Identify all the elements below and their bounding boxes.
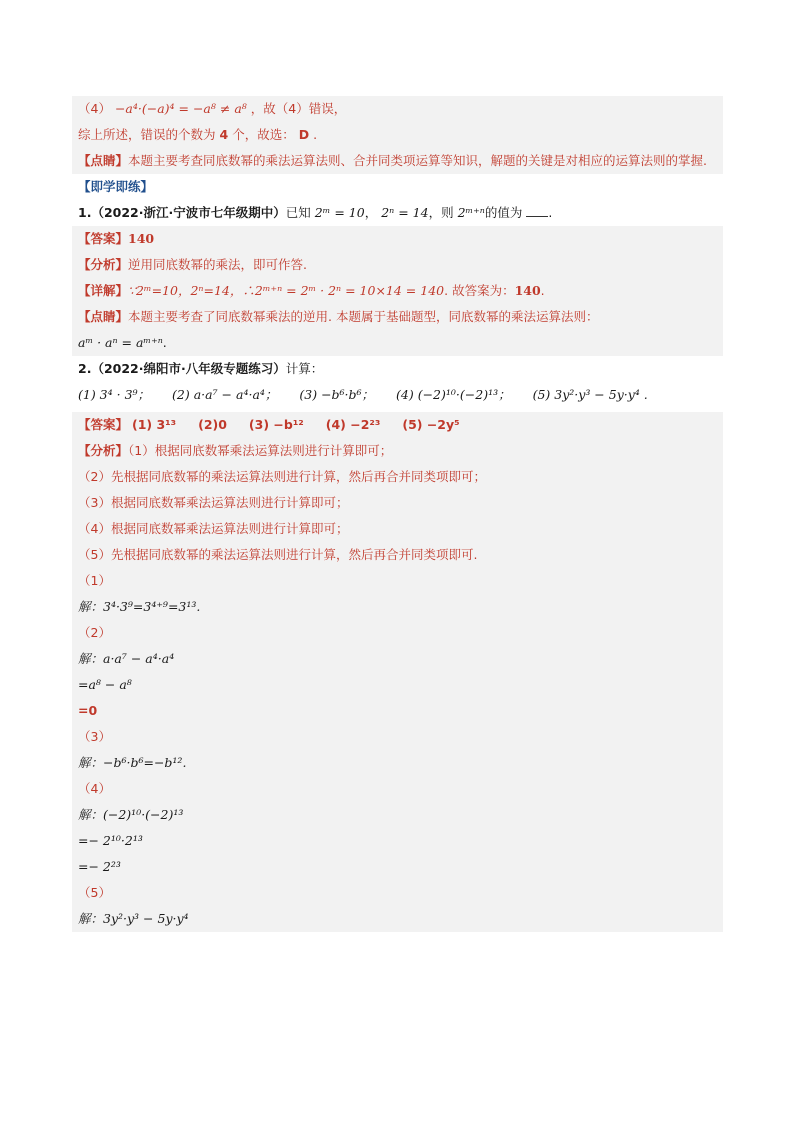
dianjing-tag: 【点睛】 [78,153,129,168]
question-1-source: （2022·浙江·宁波市七年级期中） [91,205,286,220]
answer-2-4: (4) −2²³ [325,417,381,432]
step-1-solution: 解：3⁴·3⁹=3⁴⁺⁹=3¹³. [78,599,201,614]
q1-text-3: ，则 [428,205,454,220]
solution-step [72,750,723,776]
analysis-2-line-3: （3）根据同底数幂乘法运算法则进行计算即可； [78,495,349,510]
step-2-solution: 解：a·a⁷ − a⁴·a⁴ [78,651,175,666]
detail-text: . 故答案为： [444,283,515,298]
analysis-2-2 [72,464,723,490]
analysis-2-line-5: （5）先根据同底数幂的乘法运算法则进行计算，然后再合并同类项即可. [78,547,478,562]
q1-text-1: 已知 [285,205,311,220]
step-3-solution: 解：−b⁶·b⁶=−b¹². [78,755,187,770]
dianjing-end: . [162,335,167,350]
analysis-2-5 [72,542,723,568]
solution-step [72,802,723,828]
analysis-2-line-1: （1）根据同底数幂乘法运算法则进行计算即可； [128,443,393,458]
document-page [72,96,723,932]
step-label-4: （4） [78,781,111,796]
step-2-result: =0 [78,703,98,718]
answer-1 [72,226,723,252]
analysis-text: 逆用同底数幂的乘法，即可作答. [128,257,307,272]
step-4-result: =− 2²³ [78,859,121,874]
analysis-tag: 【分析】 [78,443,129,458]
question-2-number: 2. [78,361,92,376]
answer-2 [72,412,723,438]
q1-text-4: 的值为 [484,205,523,220]
step-2-line-2: =a⁸ − a⁸ [78,677,132,692]
analysis-1 [72,252,723,278]
solution-step [72,776,723,802]
question-1 [72,200,723,226]
section-title-text: 【即学即练】 [78,179,154,194]
q1-text-2: ， [364,205,378,220]
question-2-items [72,382,723,408]
summary-end: . [313,127,318,142]
q2-item-2: (2) a·a⁷ − a⁴·a⁴； [172,387,278,402]
summary-count: 4 [219,127,229,142]
line-case-4 [72,96,723,122]
detail-tag: 【详解】 [78,283,129,298]
dianjing-text: 本题主要考查同底数幂的乘法运算法则、合并同类项运算等知识，解题的关键是对相应的运算法则的掌握. [128,153,707,168]
step-label-3: （3） [78,729,111,744]
line-summary [72,122,723,148]
q1-math-3: 2ᵐ⁺ⁿ [457,205,485,220]
solution-step [72,672,723,698]
question-2-text: 计算： [285,361,324,376]
step-label-2: （2） [78,625,111,640]
line-dianjing-1 [72,148,723,174]
step-5-solution: 解：3y²·y³ − 5y·y⁴ [78,911,189,926]
q2-item-5: (5) 3y²·y³ − 5y·y⁴ . [532,387,648,402]
case-4-label: （4） [78,101,111,116]
case-4-text: ，故（4）错误， [250,101,347,116]
analysis-2-1 [72,438,723,464]
detail-1 [72,278,723,304]
dianjing-2-formula [72,330,723,356]
question-1-number: 1. [78,205,92,220]
solution-step [72,620,723,646]
solution-step [72,698,723,724]
q1-math-2: 2ⁿ = 14 [381,205,429,220]
solution-step [72,854,723,880]
detail-answer: 140 [514,283,541,298]
analysis-2-line-2: （2）先根据同底数幂的乘法运算法则进行计算，然后再合并同类项即可； [78,469,486,484]
summary-mid: 个，故选： [232,127,295,142]
dianjing-2 [72,304,723,330]
answer-value: 140 [128,231,155,246]
solution-step [72,724,723,750]
q2-item-3: (3) −b⁶·b⁶； [299,387,375,402]
solution-step [72,568,723,594]
analysis-2-3 [72,490,723,516]
q2-item-1: (1) 3⁴ · 3⁹； [78,387,151,402]
analysis-tag: 【分析】 [78,257,129,272]
detail-math: ∵2ᵐ=10，2ⁿ=14，∴2ᵐ⁺ⁿ = 2ᵐ · 2ⁿ = 10×14 = 140 [128,283,445,298]
dianjing-tag: 【点睛】 [78,309,129,324]
solution-step [72,880,723,906]
answer-2-3: (3) −b¹² [248,417,304,432]
solution-step [72,906,723,932]
dianjing-formula: aᵐ · aⁿ = aᵐ⁺ⁿ [78,335,163,350]
section-title [72,174,723,200]
question-2-source: （2022·绵阳市·八年级专题练习） [91,361,286,376]
answer-2-5: (5) −2y⁵ [402,417,460,432]
q2-item-4: (4) (−2)¹⁰·(−2)¹³； [396,387,511,402]
solution-step [72,828,723,854]
answer-tag: 【答案】 [78,417,129,432]
dianjing-text: 本题主要考查了同底数幂乘法的逆用. 本题属于基础题型，同底数幂的乘法运算法则： [128,309,599,324]
answer-2-1: (1) 3¹³ [132,417,177,432]
solution-step [72,594,723,620]
solution-step [72,646,723,672]
summary-text: 综上所述，错误的个数为 [78,127,216,142]
step-4-solution: 解：(−2)¹⁰·(−2)¹³ [78,807,184,822]
step-4-line-2: =− 2¹⁰·2¹³ [78,833,143,848]
summary-answer: D [298,127,310,142]
answer-2-2: (2)0 [198,417,227,432]
question-2 [72,356,723,382]
step-label-5: （5） [78,885,111,900]
analysis-2-line-4: （4）根据同底数幂乘法运算法则进行计算即可； [78,521,349,536]
step-label-1: （1） [78,573,111,588]
q1-text-5: . [548,205,553,220]
detail-end: . [540,283,545,298]
case-4-math: −a⁴·(−a)⁴ = −a⁸ ≠ a⁸ [114,101,247,116]
answer-blank [526,206,548,217]
answer-tag: 【答案】 [78,231,129,246]
q1-math-1: 2ᵐ = 10 [314,205,365,220]
analysis-2-4 [72,516,723,542]
